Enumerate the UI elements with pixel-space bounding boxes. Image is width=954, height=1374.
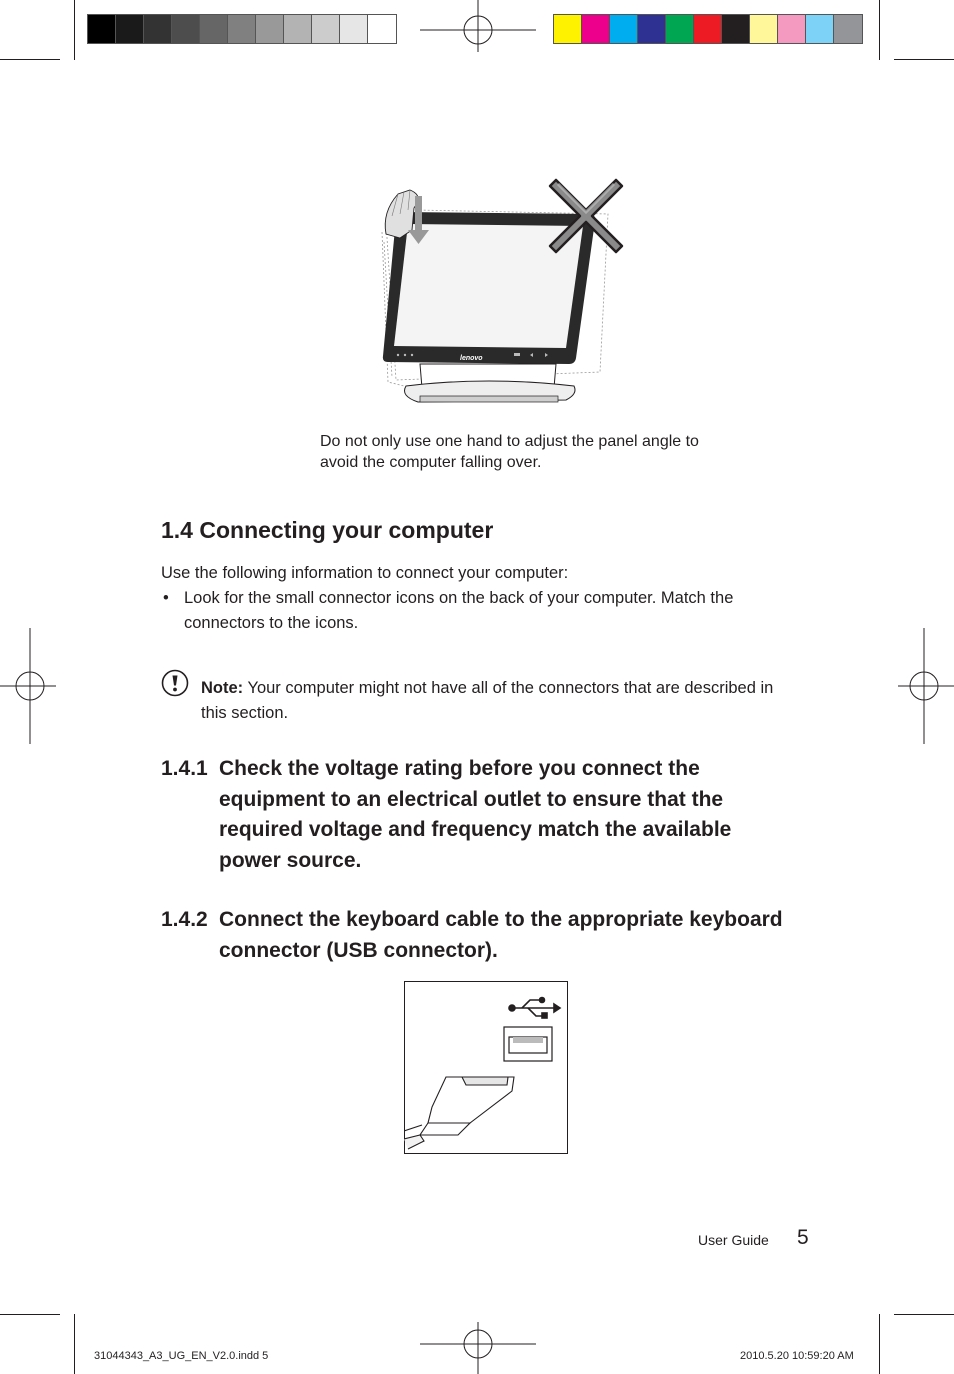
note-label: Note: [201, 679, 244, 697]
color-swatch [200, 15, 228, 43]
registration-mark-top [420, 0, 536, 60]
monitor-tilt-illustration [378, 172, 630, 410]
subsection-1-4-1 [161, 754, 841, 879]
color-swatch [722, 15, 750, 43]
bullet-item: Look for the small connector icons on the back of your computer. Match the connectors to the icons. [184, 589, 734, 632]
note-text [201, 676, 791, 726]
subsection-text: Check the voltage rating before you connect the equipment to an electrical outlet to ensure that the required voltage and frequency match the available power source. [219, 757, 732, 872]
color-swatch [172, 15, 200, 43]
subsection-text: Connect the keyboard cable to the appropriate keyboard connector (USB connector). [219, 908, 783, 962]
color-swatch [312, 15, 340, 43]
color-swatch [340, 15, 368, 43]
usb-connector-illustration [404, 981, 568, 1154]
color-swatch [694, 15, 722, 43]
color-swatch [666, 15, 694, 43]
color-swatch [554, 15, 582, 43]
section-title: 1.4 Connecting your computer [161, 517, 494, 543]
color-swatch [834, 15, 862, 43]
color-swatch [778, 15, 806, 43]
section-intro: Use the following information to connect your computer: [161, 564, 569, 582]
footer-label: User Guide [698, 1232, 769, 1248]
color-swatch [228, 15, 256, 43]
color-swatch [806, 15, 834, 43]
gray-color-bar [87, 14, 397, 44]
subsection-number: 1.4.1 [161, 757, 208, 780]
color-swatch [144, 15, 172, 43]
note-body: Your computer might not have all of the connectors that are described in this section. [201, 679, 774, 722]
subsection-1-4-2 [161, 905, 841, 969]
registration-mark-left [0, 628, 60, 744]
slug-file-info: 31044343_A3_UG_EN_V2.0.indd 5 [94, 1350, 269, 1362]
color-swatch [284, 15, 312, 43]
color-swatch [116, 15, 144, 43]
note-icon [161, 669, 189, 697]
process-color-bar [553, 14, 863, 44]
slug-date-info: 2010.5.20 10:59:20 AM [740, 1350, 854, 1362]
brand-logo: lenovo [460, 355, 483, 362]
figure-caption: Do not only use one hand to adjust the panel angle to avoid the computer falling over. [320, 433, 699, 471]
subsection-number: 1.4.2 [161, 908, 208, 931]
color-swatch [582, 15, 610, 43]
registration-mark-bottom [420, 1314, 536, 1374]
color-swatch [256, 15, 284, 43]
registration-mark-right [894, 628, 954, 744]
color-swatch [610, 15, 638, 43]
page-number: 5 [797, 1226, 809, 1249]
color-swatch [638, 15, 666, 43]
color-swatch [750, 15, 778, 43]
usb-port-icon [504, 1027, 552, 1061]
bullet-marker: • [163, 589, 169, 607]
color-swatch [368, 15, 396, 43]
color-swatch [88, 15, 116, 43]
